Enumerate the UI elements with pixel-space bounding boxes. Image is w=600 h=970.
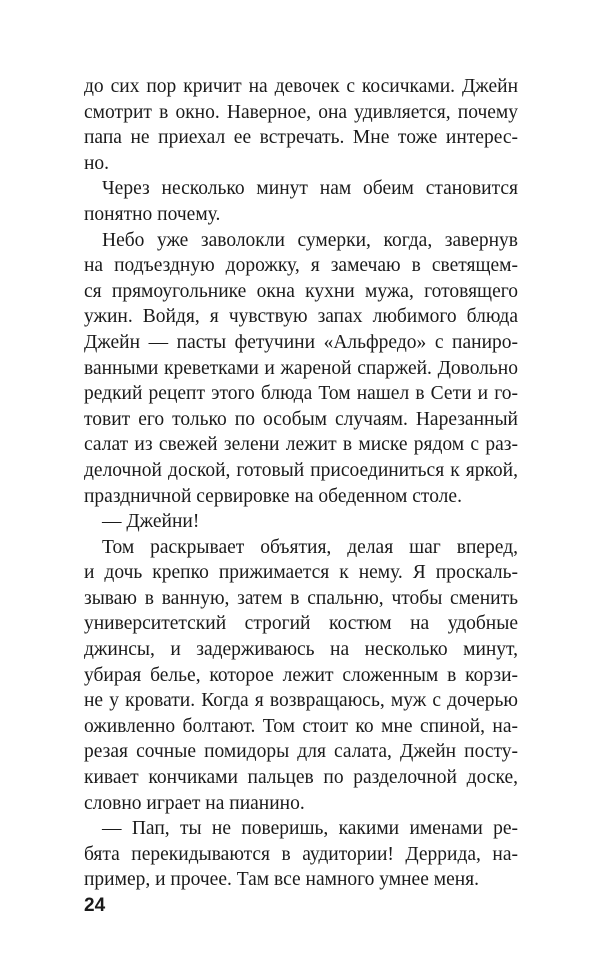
text-line: праздничной сервировке на обеденном столе. — [84, 485, 462, 507]
text-line: джинсы, и задерживаюсь на несколько минут, — [84, 639, 518, 661]
paragraph — [84, 509, 518, 535]
text-line: до сих пор кричит на девочек с косичками. Джейн — [84, 76, 518, 97]
text-line: Том раскрывает объятия, делая шаг вперед, — [102, 536, 518, 558]
text-line: на подъездную дорожку, я замечаю в светящем- — [84, 255, 518, 277]
page-body — [84, 74, 518, 893]
text-line: смотрит в окно. Наверное, она удивляется, почему — [84, 101, 518, 123]
text-line: делочной доской, готовый присоединиться к яркой, — [84, 459, 518, 481]
text-line: но. — [84, 152, 110, 174]
text-line: Джейн — пасты фетучини «Альфредо» с паниро- — [84, 331, 518, 353]
text-line: и дочь крепко прижимается к нему. Я проскаль- — [84, 562, 518, 584]
text-line: папа не приехал ее встречать. Мне тоже интерес- — [84, 127, 518, 149]
text-line: резая сочные помидоры для салата, Джейн посту- — [84, 741, 518, 763]
text-line: Через несколько минут нам обеим становится — [102, 178, 518, 200]
text-line: университетский строгий костюм на удобные — [84, 613, 518, 635]
text-line: товит его только по особым случаям. Нарезанный — [84, 408, 518, 430]
text-line: ся прямоугольнике окна кухни мужа, готовящего — [84, 280, 518, 302]
paragraph — [84, 74, 518, 176]
text-line: ванными креветками и жареной спаржей. Довольно — [84, 357, 518, 379]
page-number: 24 — [84, 895, 106, 916]
paragraph — [84, 228, 518, 510]
text-line: убирая белье, которое лежит сложенным в корзи- — [84, 664, 518, 686]
text-line: оживленно болтают. Том стоит ко мне спиной, на- — [84, 715, 518, 737]
text-line: редкий рецепт этого блюда Том нашел в Сети и го- — [84, 383, 518, 405]
text-line: пример, и прочее. Там все намного умнее меня. — [84, 869, 480, 891]
text-line: — Пап, ты не поверишь, какими именами ре- — [102, 818, 518, 840]
text-line: бята перекидываются в аудитории! Деррида, на- — [84, 843, 518, 865]
paragraph — [84, 176, 518, 227]
text-line: не у кровати. Когда я возвращаюсь, муж с дочерью — [84, 690, 518, 712]
text-line: — Джейни! — [102, 511, 200, 533]
text-line: словно играет на пианино. — [84, 792, 305, 814]
text-line: понятно почему. — [84, 203, 221, 225]
text-line: Небо уже заволокли сумерки, когда, завернув — [102, 229, 518, 251]
text-line: зываю в ванную, затем в спальню, чтобы сменить — [84, 587, 518, 609]
text-line: салат из свежей зелени лежит в миске рядом с раз- — [84, 434, 518, 456]
paragraph — [84, 816, 518, 893]
text-line: ужин. Войдя, я чувствую запах любимого блюда — [84, 306, 518, 328]
text-line: кивает кончиками пальцев по разделочной доске, — [84, 767, 518, 789]
paragraph — [84, 535, 518, 817]
